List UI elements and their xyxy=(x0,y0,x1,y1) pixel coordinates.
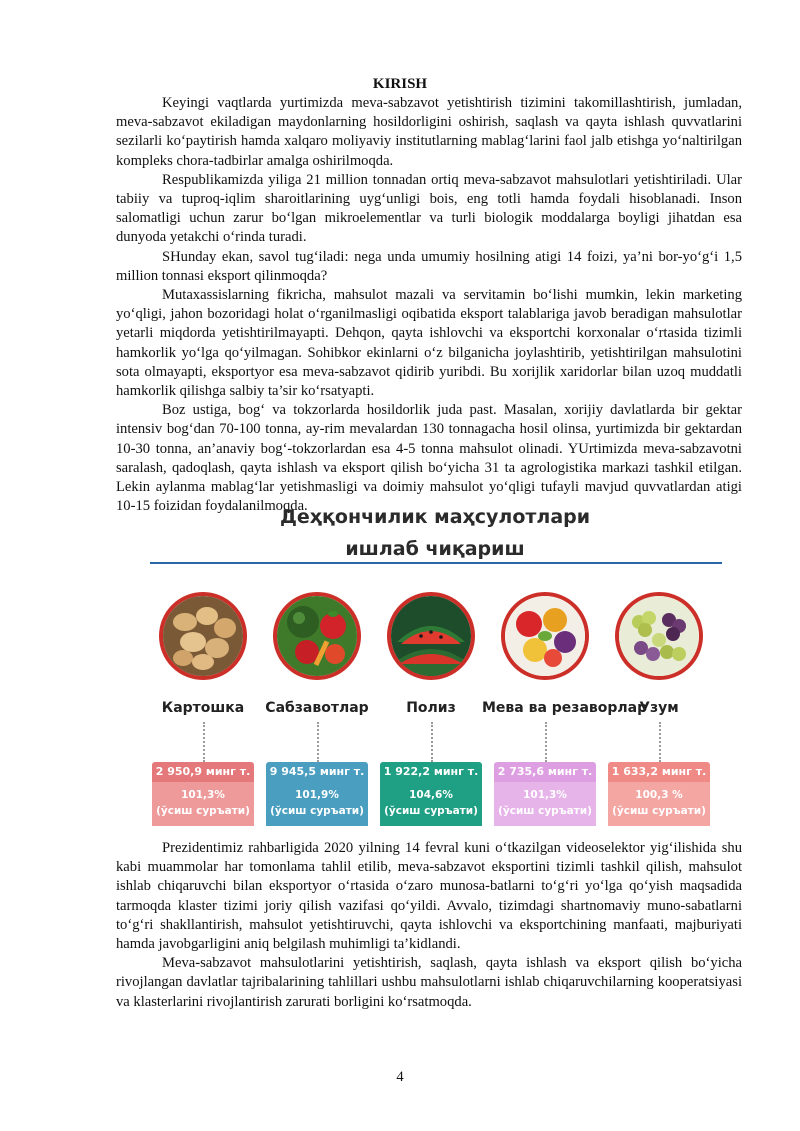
paragraph: Respublikamizda yiliga 21 million tonnadan ortiq meva-sabzavot mahsulotlari yetishtiriladi. Ular tabiiy va tuproq-iqlim sharoitlarining uyg‘unligi bois, eng totli hamda foydali hisoblanadi. Inson salomatligi uchun zarur bo‘lgan mikroelementlar va turli biologik moddalarga boyligi jihatdan esa dunyoda yetakchi o‘rinda turadi. xyxy=(116,171,742,246)
growth-percent: 101,3% xyxy=(523,789,567,801)
section-heading: KIRISH xyxy=(372,76,428,92)
growth-percent: 101,9% xyxy=(295,789,339,801)
stat-box xyxy=(494,762,596,826)
growth-note: (ўсиш суръати) xyxy=(270,805,364,817)
stat-box xyxy=(380,762,482,826)
stat-amount: 2 735,6 минг т. xyxy=(494,762,596,782)
product-card-fruits xyxy=(482,592,648,824)
product-card-potato xyxy=(150,592,268,824)
stat-box xyxy=(152,762,254,826)
connector-line xyxy=(545,722,547,762)
growth-note: (ўсиш суръати) xyxy=(612,805,706,817)
growth-note: (ўсиш суръати) xyxy=(498,805,592,817)
stat-growth xyxy=(380,782,482,826)
growth-percent: 100,3 % xyxy=(635,789,683,801)
product-label: Мева ва резаворлар xyxy=(482,700,648,716)
paragraph: Mutaxassislarning fikricha, mahsulot mazali va servitamin bo‘lishi mumkin, lekin marketing yo‘qligi, jahon bozoridagi holat o‘rganilmasligi oqibatida eksport talablariga javob beradigan mahsulotlar yetarli miqdorda yetishtirilmayapti. Dehqon, qayta ishlovchi va eksportchi korxonalar o‘rtasida tizimli hamkorlik yo‘lga qo‘yilmagan. Sohibkor ekinlarni o‘z bilganicha joylashtirib, yetishtirilgan mahsulotini sota olmayapti, eksportyor esa meva-sabzavot qidirib yuribdi. Bu xorijlik xaridorlar bilan uzoq muddatli hamkorlik qilishga salbiy ta’sir ko‘rsatyapti. xyxy=(116,287,742,400)
stat-box xyxy=(608,762,710,826)
melon-icon xyxy=(387,592,475,680)
product-label: Картошка xyxy=(161,700,245,716)
connector-line xyxy=(317,722,319,762)
connector-line xyxy=(203,722,205,762)
stat-growth xyxy=(152,782,254,826)
closing-text xyxy=(116,839,742,1012)
growth-note: (ўсиш суръати) xyxy=(156,805,250,817)
stat-amount: 9 945,5 минг т. xyxy=(266,762,368,782)
growth-note: (ўсиш суръати) xyxy=(384,805,478,817)
potato-icon xyxy=(159,592,247,680)
paragraph: Keyingi vaqtlarda yurtimizda meva-sabzavot yetishtirish tizimini takomillashtirish, jumladan, meva-sabzavot ekiladigan maydonlarning hosildorligini oshirish, saqlash va qayta ishlash quvvatlarini sezilarli ko‘paytirish hamda xalqaro moliyaviy institutlarning mablag‘larini faol jalb etishga yo‘naltirilgan kompleks chora-tadbirlar amalga oshirilmoqda. xyxy=(116,95,742,169)
fruits-icon xyxy=(501,592,589,680)
stat-growth xyxy=(608,782,710,826)
paragraph: Boz ustiga, bog‘ va tokzorlarda hosildorlik juda past. Masalan, xorijiy davlatlarda bir gektar intensiv bog‘dan 70-100 tonna, ay-rim mevalardan 130 tonnagacha hosil olinsa, yurtimizda bir gektardan 10-30 tonna, an’anaviy bog‘-tokzorlardan esa 4-5 tonna mahsulot olinadi. YUrtimizda meva-sabzavotni saralash, qadoqlash, qayta ishlash va eksport qilish bo‘yicha 31 ta agrologistika markazi tashkil etilgan. Lekin aylanma mablag‘lar yetishmasligi va doimiy mahsulot yo‘qligi tufayli mavjud quvvatlardan atigi 10-15 foizidan foydalanilmoqda. xyxy=(116,402,742,515)
stat-growth xyxy=(266,782,368,826)
intro-text xyxy=(116,94,742,516)
infographic-title-line2: ишлаб чиқариш xyxy=(345,538,525,560)
connector-line xyxy=(659,722,661,762)
paragraph: SHunday ekan, savol tug‘iladi: nega unda umumiy hosilning atigi 14 foizi, ya’ni bor-yo‘g‘i 1,5 million tonnasi eksport qilinmoqda? xyxy=(116,248,742,284)
paragraph: Meva-sabzavot mahsulotlarini yetishtirish, saqlash, qayta ishlash va eksport qilish bo‘yicha rivojlangan davlatlar tajribalarining tahlillari ushbu mahsulotlarni ishlab chiqaruvchilarning kooperatsiyasi va klasterlarini rivojlantirish zarurati borligini ko‘rsatmoqda. xyxy=(116,955,742,1010)
connector-line xyxy=(431,722,433,762)
product-label: Узум xyxy=(639,700,679,716)
growth-percent: 104,6% xyxy=(409,789,453,801)
product-card-melon xyxy=(378,592,496,824)
paragraph: Prezidentimiz rahbarligida 2020 yilning 14 fevral kuni o‘tkazilgan videoselektor yig‘ilishida shu kabi muammolar har tomonlama tahlil etilib, meva-sabzavot eksportini tizimli tashkil qilish, mahsulot ishlab chiqaruvchi bilan eksportyor o‘rtasida o‘zaro munosa-batlarni to‘g‘ri yo‘lga qo‘yish maqsadida tarmoqda klaster tizimi joriy qilish vazifasi qo‘yildi. Avvalo, tizimdagi shartnomaviy muno-sabatlarni to‘g‘ri shakllantirish, mahsulot yetishtiruvchi, qayta ishlovchi va eksportchining manfaati, majburiyati hamda javobgarligini aniq belgilash muhimligi ta’kidlandi. xyxy=(116,840,742,953)
stat-growth xyxy=(494,782,596,826)
product-label: Полиз xyxy=(406,700,456,716)
page-number: 4 xyxy=(396,1069,404,1085)
product-card-vegetables xyxy=(264,592,382,824)
stat-amount: 2 950,9 минг т. xyxy=(152,762,254,782)
infographic-title-line1: Деҳқончилик маҳсулотлари xyxy=(279,506,591,528)
product-label: Сабзавотлар xyxy=(265,700,369,716)
vegetables-icon xyxy=(273,592,361,680)
growth-percent: 101,3% xyxy=(181,789,225,801)
stat-box xyxy=(266,762,368,826)
grapes-icon xyxy=(615,592,703,680)
product-card-grapes xyxy=(606,592,724,824)
production-infographic xyxy=(146,504,724,820)
infographic-divider xyxy=(150,562,722,564)
stat-amount: 1 922,2 минг т. xyxy=(380,762,482,782)
stat-amount: 1 633,2 минг т. xyxy=(608,762,710,782)
